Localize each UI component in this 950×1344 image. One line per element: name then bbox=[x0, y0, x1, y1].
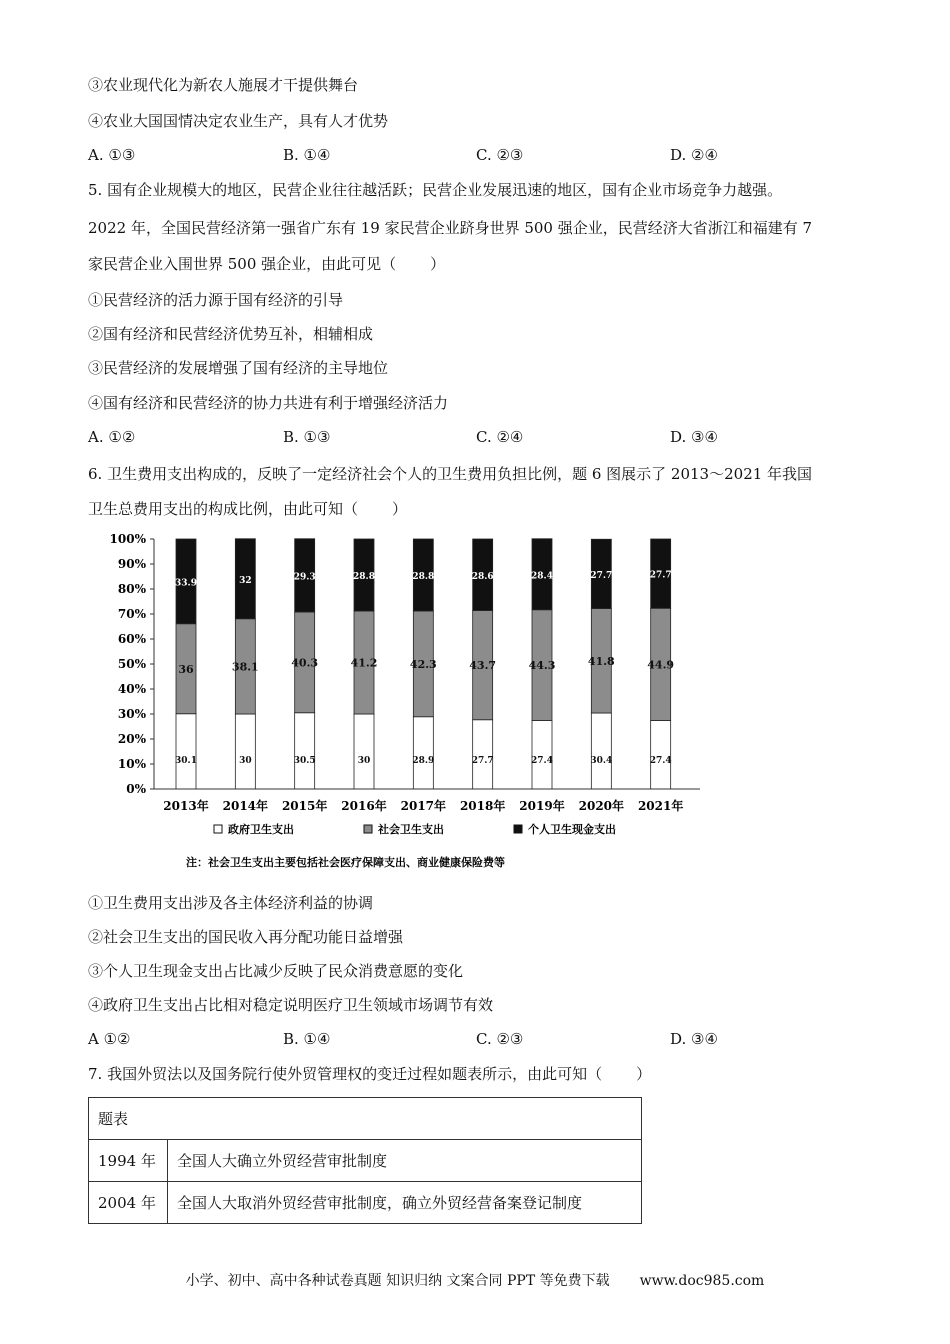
legend-swatch-social bbox=[364, 825, 372, 833]
x-tick-label: 2016年 bbox=[341, 799, 387, 813]
legend-swatch-government bbox=[214, 825, 222, 833]
y-tick-label: 70% bbox=[117, 607, 146, 621]
bar-segment bbox=[473, 720, 493, 789]
y-tick-label: 10% bbox=[117, 757, 146, 771]
x-tick-label: 2021年 bbox=[637, 799, 684, 813]
y-tick-label: 80% bbox=[117, 582, 146, 596]
bar-value-label: 36 bbox=[178, 662, 194, 676]
bar-value-label: 30.1 bbox=[175, 756, 197, 766]
q5-statement-3: ③民营经济的发展增强了国有经济的主导地位 bbox=[88, 359, 389, 377]
q5-option-a: A. ①② bbox=[88, 428, 136, 446]
bar-value-label: 27.7 bbox=[590, 570, 613, 581]
y-tick-label: 30% bbox=[117, 707, 146, 721]
q6-statement-2: ②社会卫生支出的国民收入再分配功能日益增强 bbox=[88, 928, 404, 946]
bar-value-label: 27.4 bbox=[649, 756, 672, 766]
x-tick-label: 2019年 bbox=[519, 799, 565, 813]
q6-stem-line-2 bbox=[88, 499, 407, 519]
chart-note: 注：社会卫生支出主要包括社会医疗保障支出、商业健康保险费等 bbox=[186, 856, 505, 869]
q6-stem-text: 卫生总费用支出的构成比例，由此可知（ bbox=[88, 500, 359, 518]
legend-label-social: 社会卫生支出 bbox=[378, 823, 444, 836]
q5-stem-line-3 bbox=[88, 254, 445, 274]
bar-segment bbox=[413, 717, 433, 789]
q7-stem-paren-close: ） bbox=[636, 1065, 652, 1083]
y-axis bbox=[110, 532, 154, 796]
bar-value-label: 30 bbox=[239, 756, 252, 766]
bar-value-label: 28.6 bbox=[471, 571, 494, 582]
q7-table-title: 题表 bbox=[89, 1098, 642, 1140]
q5-stem-text: 家民营企业入围世界 500 强企业，由此可见（ bbox=[88, 255, 397, 273]
bar-value-label: 28.4 bbox=[531, 571, 553, 582]
q7-table-title-row bbox=[89, 1098, 642, 1140]
q4-option-b: B. ①④ bbox=[283, 146, 331, 164]
bar-segment bbox=[532, 721, 552, 790]
q4-statement-4: ④农业大国国情决定农业生产，具有人才优势 bbox=[88, 112, 389, 130]
q7-table bbox=[88, 1097, 642, 1224]
q4-options bbox=[88, 145, 868, 165]
q6-option-c: C. ②③ bbox=[476, 1030, 524, 1048]
y-tick-label: 50% bbox=[117, 657, 146, 671]
x-tick-label: 2014年 bbox=[222, 799, 269, 813]
bar-value-label: 41.8 bbox=[587, 654, 615, 668]
x-tick-label: 2020年 bbox=[578, 799, 625, 813]
bar-value-label: 28.8 bbox=[353, 572, 375, 582]
bar-value-label: 30.5 bbox=[293, 756, 316, 766]
q5-options bbox=[88, 427, 868, 447]
q4-statement-3: ③农业现代化为新农人施展才干提供舞台 bbox=[88, 76, 359, 94]
bar-value-label: 27.7 bbox=[471, 756, 494, 766]
x-axis bbox=[154, 789, 700, 813]
q7-stem-text: 7. 我国外贸法以及国务院行使外贸管理权的变迁过程如题表所示，由此可知（ bbox=[88, 1065, 603, 1083]
bar-value-label: 40.3 bbox=[291, 656, 319, 670]
y-tick-label: 40% bbox=[117, 682, 146, 696]
chart-bars bbox=[175, 539, 674, 789]
q7-stem bbox=[88, 1064, 651, 1084]
footer-text: 小学、初中、高中各种试卷真题 知识归纳 文案合同 PPT 等免费下载 bbox=[185, 1273, 610, 1289]
q6-options bbox=[88, 1029, 868, 1049]
table-row bbox=[89, 1140, 642, 1182]
q6-statement-4: ④政府卫生支出占比相对稳定说明医疗卫生领域市场调节有效 bbox=[88, 996, 494, 1014]
bar-value-label: 27.4 bbox=[531, 756, 553, 766]
q5-option-c: C. ②④ bbox=[476, 428, 524, 446]
bar-value-label: 29.3 bbox=[293, 572, 316, 583]
y-tick-label: 60% bbox=[117, 632, 146, 646]
x-tick-label: 2013年 bbox=[163, 799, 209, 813]
x-tick-label: 2017年 bbox=[400, 799, 447, 813]
bar-value-label: 32 bbox=[239, 575, 252, 586]
q6-option-a: A ①② bbox=[88, 1030, 131, 1048]
page-footer bbox=[0, 1270, 950, 1290]
q6-statement-1: ①卫生费用支出涉及各主体经济利益的协调 bbox=[88, 894, 374, 912]
y-tick-label: 20% bbox=[117, 732, 146, 746]
bar-value-label: 42.3 bbox=[409, 657, 437, 671]
q6-option-d: D. ③④ bbox=[670, 1030, 718, 1048]
q5-option-d: D. ③④ bbox=[670, 428, 718, 446]
health-expenditure-chart bbox=[100, 528, 720, 874]
bar-segment bbox=[176, 714, 196, 789]
bar-value-label: 30 bbox=[357, 756, 371, 766]
q6-stem-line-1: 6. 卫生费用支出构成的，反映了一定经济社会个人的卫生费用负担比例，题 6 图展示了 2013～2021 年我国 bbox=[88, 465, 813, 483]
legend-label-personal: 个人卫生现金支出 bbox=[528, 823, 616, 836]
bar-value-label: 33.9 bbox=[175, 578, 197, 589]
q5-statement-4: ④国有经济和民营经济的协力共进有利于增强经济活力 bbox=[88, 394, 449, 412]
bar-segment bbox=[591, 713, 611, 789]
footer-site-link[interactable]: www.doc985.com bbox=[639, 1273, 765, 1289]
q4-option-c: C. ②③ bbox=[476, 146, 524, 164]
bar-segment bbox=[354, 714, 374, 789]
y-tick-label: 100% bbox=[109, 532, 146, 546]
q5-stem-line-1: 5. 国有企业规模大的地区，民营企业往往越活跃；民营企业发展迅速的地区，国有企业市场竞争力越强。 bbox=[88, 181, 783, 199]
bar-value-label: 41.2 bbox=[350, 656, 378, 670]
bar-segment bbox=[235, 714, 255, 789]
y-tick-label: 0% bbox=[126, 782, 146, 796]
bar-value-label: 44.3 bbox=[528, 659, 556, 673]
chart-legend bbox=[214, 822, 616, 836]
bar-segment bbox=[651, 721, 671, 790]
q4-option-d: D. ②④ bbox=[670, 146, 718, 164]
bar-value-label: 43.7 bbox=[469, 659, 497, 673]
legend-swatch-personal bbox=[514, 825, 522, 833]
q5-stem-paren-close: ） bbox=[430, 255, 446, 273]
x-tick-label: 2018年 bbox=[459, 799, 506, 813]
q5-statement-1: ①民营经济的活力源于国有经济的引导 bbox=[88, 291, 344, 309]
table-cell-year: 2004 年 bbox=[89, 1182, 168, 1224]
bar-value-label: 38.1 bbox=[231, 660, 259, 674]
q6-option-b: B. ①④ bbox=[283, 1030, 331, 1048]
bar-segment bbox=[295, 713, 315, 789]
table-row bbox=[89, 1182, 642, 1224]
q4-option-a: A. ①③ bbox=[88, 146, 136, 164]
x-tick-label: 2015年 bbox=[281, 799, 328, 813]
q5-statement-2: ②国有经济和民营经济优势互补，相辅相成 bbox=[88, 325, 374, 343]
q5-stem-line-2: 2022 年，全国民营经济第一强省广东有 19 家民营企业跻身世界 500 强企业，民营经济大省浙江和福建有 7 bbox=[88, 219, 813, 237]
bar-value-label: 44.9 bbox=[647, 658, 675, 672]
y-tick-label: 90% bbox=[117, 557, 146, 571]
bar-value-label: 27.7 bbox=[649, 570, 672, 581]
table-cell-year: 1994 年 bbox=[89, 1140, 168, 1182]
table-cell-text: 全国人大确立外贸经营审批制度 bbox=[168, 1140, 642, 1182]
q6-statement-3: ③个人卫生现金支出占比减少反映了民众消费意愿的变化 bbox=[88, 962, 464, 980]
q5-option-b: B. ①③ bbox=[283, 428, 331, 446]
bar-value-label: 28.9 bbox=[412, 756, 435, 766]
table-cell-text: 全国人大取消外贸经营审批制度，确立外贸经营备案登记制度 bbox=[168, 1182, 642, 1224]
bar-value-label: 28.8 bbox=[412, 572, 435, 582]
legend-label-government: 政府卫生支出 bbox=[228, 823, 294, 836]
bar-value-label: 30.4 bbox=[590, 756, 613, 766]
q6-stem-paren-close: ） bbox=[392, 500, 408, 518]
